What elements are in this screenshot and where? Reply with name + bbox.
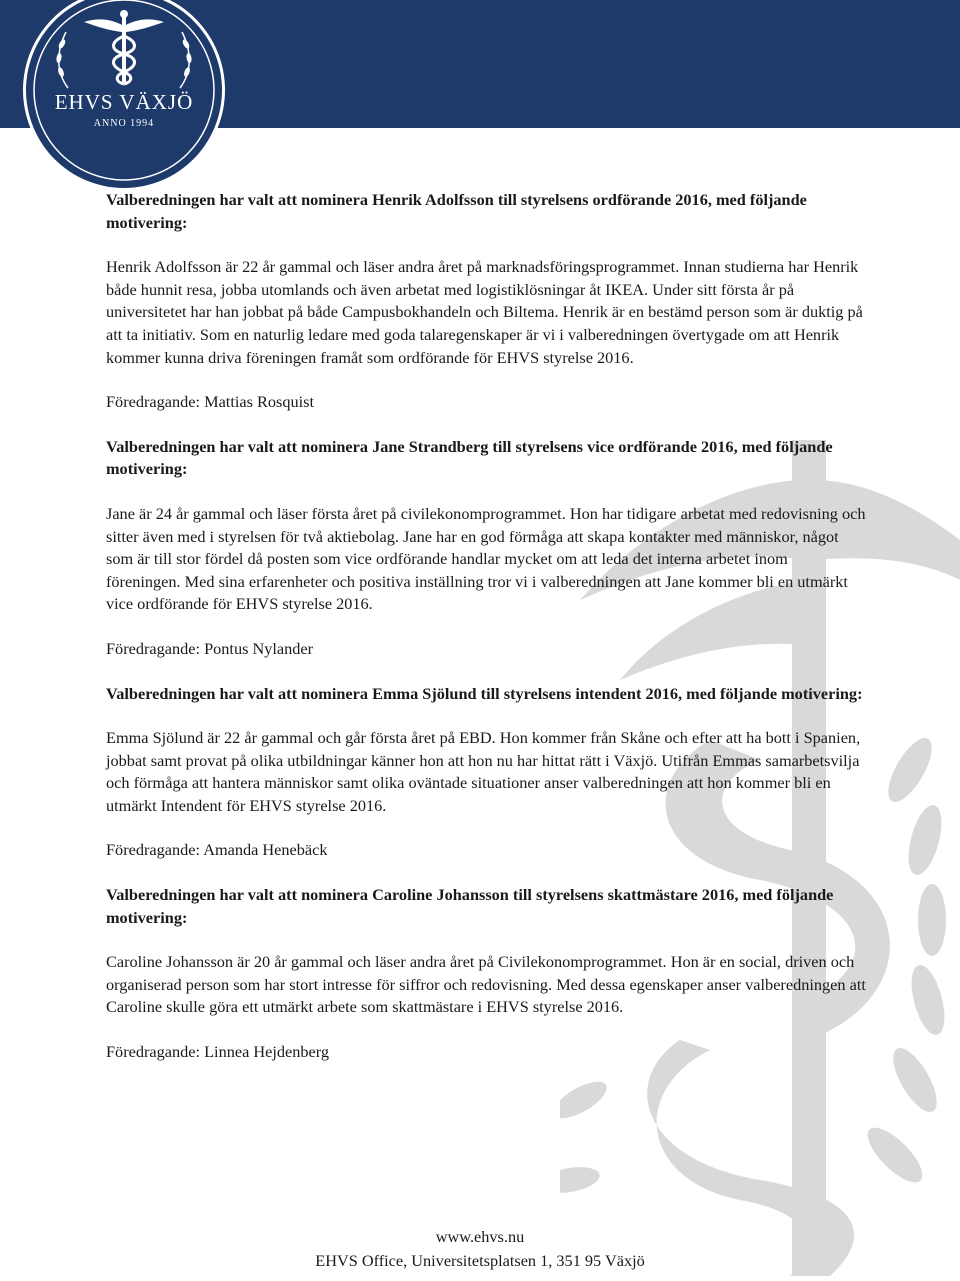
- section-heading: Valberedningen har valt att nominera Caroline Johansson till styrelsens skattmästare 2016, med följande motivering:: [106, 885, 834, 927]
- footer-website: www.ehvs.nu: [435, 1227, 525, 1246]
- section-presenter: Föredragande: Linnea Hejdenberg: [106, 1042, 330, 1062]
- logo-subtitle: ANNO 1994: [93, 118, 155, 129]
- section-presenter: Föredragande: Mattias Rosquist: [106, 392, 315, 412]
- section-presenter: Föredragande: Pontus Nylander: [106, 638, 314, 658]
- section-heading: Valberedningen har valt att nominera Emma Sjölund till styrelsens intendent 2016, med följande motivering:: [106, 683, 863, 703]
- section-body: Emma Sjölund är 22 år gammal och går första året på EBD. Hon kommer från Skåne och efter att ha bott i Spanien, jobbat samt provat på olika utbildningar känner hon att hon nu har hittat rätt i Växjö. Utifrån Emmas samarbetsvilja och förmåga att hantera människor samt olika oväntade situationer anser valberedningen att hon kommer bli en utmärkt Intendent för EHVS styrelse 2016.: [106, 728, 861, 815]
- section-presenter: Föredragande: Amanda Henebäck: [106, 840, 328, 860]
- section-body: Caroline Johansson är 20 år gammal och läser andra året på Civilekonomprogrammet. Hon är en social, driven och organiserad person som har stort intresse för siffror och redovisning. Med dessa egenskaper anser valberedningen att Caroline skulle göra ett utmärkt arbete som skattmästare i EHVS styrelse 2016.: [106, 952, 866, 1017]
- footer-address: EHVS Office, Universitetsplatsen 1, 351 95 Växjö: [315, 1251, 645, 1270]
- section-body: Jane är 24 år gammal och läser första året på civilekonomprogrammet. Hon har tidigare arbetat med redovisning och sitter även med i styrelsen för två aktiebolag. Jane har en god förmåga att skapa kontakter med människor, något som är till stor fördel då posten som vice ordförande handlar mycket om att leda det interna arbetet inom föreningen. Med sina erfarenheter och positiva inställning tror vi i valberedningen att Jane kommer bli en utmärkt vice ordförande för EHVS styrelse 2016.: [106, 503, 866, 614]
- document-body: [106, 189, 866, 1064]
- section-heading: Valberedningen har valt att nominera Jane Strandberg till styrelsens vice ordförande 2016, med följande motivering:: [106, 436, 833, 479]
- ehvs-logo: [26, 0, 222, 188]
- logo-name: EHVS VÄXJÖ: [54, 90, 194, 114]
- section-body: Henrik Adolfsson är 22 år gammal och läser andra året på marknadsföringsprogrammet. Innan studierna har Henrik både hunnit resa, jobba utomlands och även arbetat med logistiklösningar åt IKEA. Under sitt första år på universitetet har han jobbat på både Campusbokhandeln och Biltema. Henrik är en bestämd person som är duktig på att ta initiativ. Som en naturlig ledare med goda talaregenskaper är vi i valberedningen övertygade om att Henrik kommer kunna driva föreningen framåt som ordförande för EHVS styrelse 2016.: [106, 257, 863, 367]
- section-heading: Valberedningen har valt att nominera Henrik Adolfsson till styrelsens ordförande 2016, med följande motivering:: [106, 190, 807, 232]
